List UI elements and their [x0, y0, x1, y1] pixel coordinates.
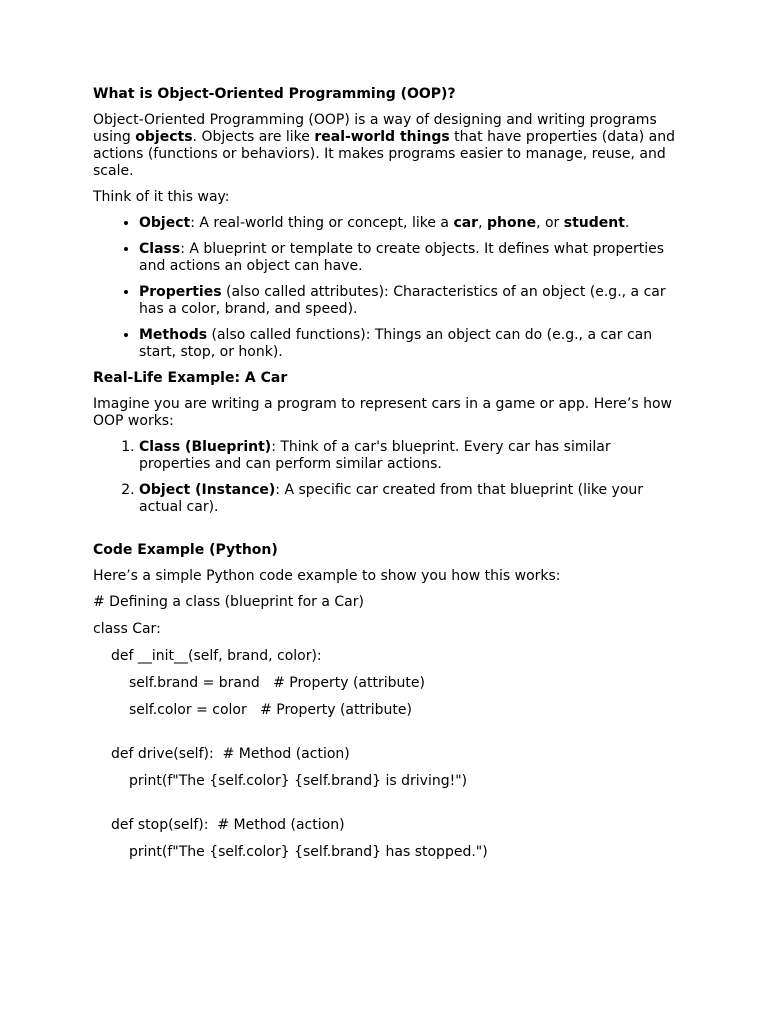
bold-term: Properties: [139, 284, 222, 300]
code-stop-print: print(f"The {self.color} {self.brand} has stopped."): [129, 844, 488, 860]
bold-term: car: [453, 215, 479, 231]
spacer: [93, 525, 679, 542]
bold-term: objects: [135, 129, 193, 145]
page-title: What is Object-Oriented Programming (OOP)?: [93, 86, 456, 102]
bold-term: real-world things: [314, 129, 450, 145]
document-page: [93, 86, 679, 871]
list-item: 1. Class (Blueprint): Think of a car's blueprint. Every car has similar properties and can perform similar actions.: [139, 439, 679, 473]
bold-term: phone: [487, 215, 537, 231]
code-drive-print: print(f"The {self.color} {self.brand} is driving!"): [129, 773, 468, 789]
bold-term: Class (Blueprint): [139, 439, 272, 455]
code-brand-line: self.brand = brand # Property (attribute): [129, 675, 425, 691]
code-intro: Here’s a simple Python code example to show you how this works:: [93, 568, 561, 584]
think-line: Think of it this way:: [93, 189, 230, 205]
steps-list: [93, 439, 679, 516]
bold-term: Object (Instance): [139, 482, 276, 498]
list-item: 2. Object (Instance): A specific car created from that blueprint (like your actual car).: [139, 482, 679, 516]
list-item: • Class: A blueprint or template to create objects. It defines what properties and actions an object can have.: [139, 241, 679, 275]
code-class-line: class Car:: [93, 621, 161, 637]
list-item: • Properties (also called attributes): Characteristics of an object (e.g., a car has a color, brand, and speed).: [139, 284, 679, 318]
example-intro: Imagine you are writing a program to represent cars in a game or app. Here’s how OOP works:: [93, 396, 672, 429]
bold-term: Object: [139, 215, 191, 231]
code-color-line: self.color = color # Property (attribute): [129, 702, 412, 718]
code-init-def: def __init__(self, brand, color):: [111, 648, 322, 664]
list-item: • Methods (also called functions): Things an object can do (e.g., a car can start, stop, or honk).: [139, 327, 679, 361]
spacer: [93, 729, 679, 746]
bold-term: Class: [139, 241, 181, 257]
code-comment: # Defining a class (blueprint for a Car): [93, 594, 364, 610]
concept-list: [93, 215, 679, 361]
bold-term: Methods: [139, 327, 208, 343]
bold-term: student: [563, 215, 625, 231]
spacer: [93, 800, 679, 817]
list-item: • Object: A real-world thing or concept, like a car, phone, or student.: [139, 215, 679, 232]
example-heading: Real-Life Example: A Car: [93, 370, 288, 386]
code-drive-def: def drive(self): # Method (action): [111, 746, 350, 762]
intro-paragraph: Object-Oriented Programming (OOP) is a way of designing and writing programs using objects. Objects are like real-world things that have properties (data) and actions (functions or behaviors). It makes programs easier to manage, reuse, and scale.: [93, 112, 676, 179]
code-heading: Code Example (Python): [93, 542, 278, 558]
code-stop-def: def stop(self): # Method (action): [111, 817, 345, 833]
